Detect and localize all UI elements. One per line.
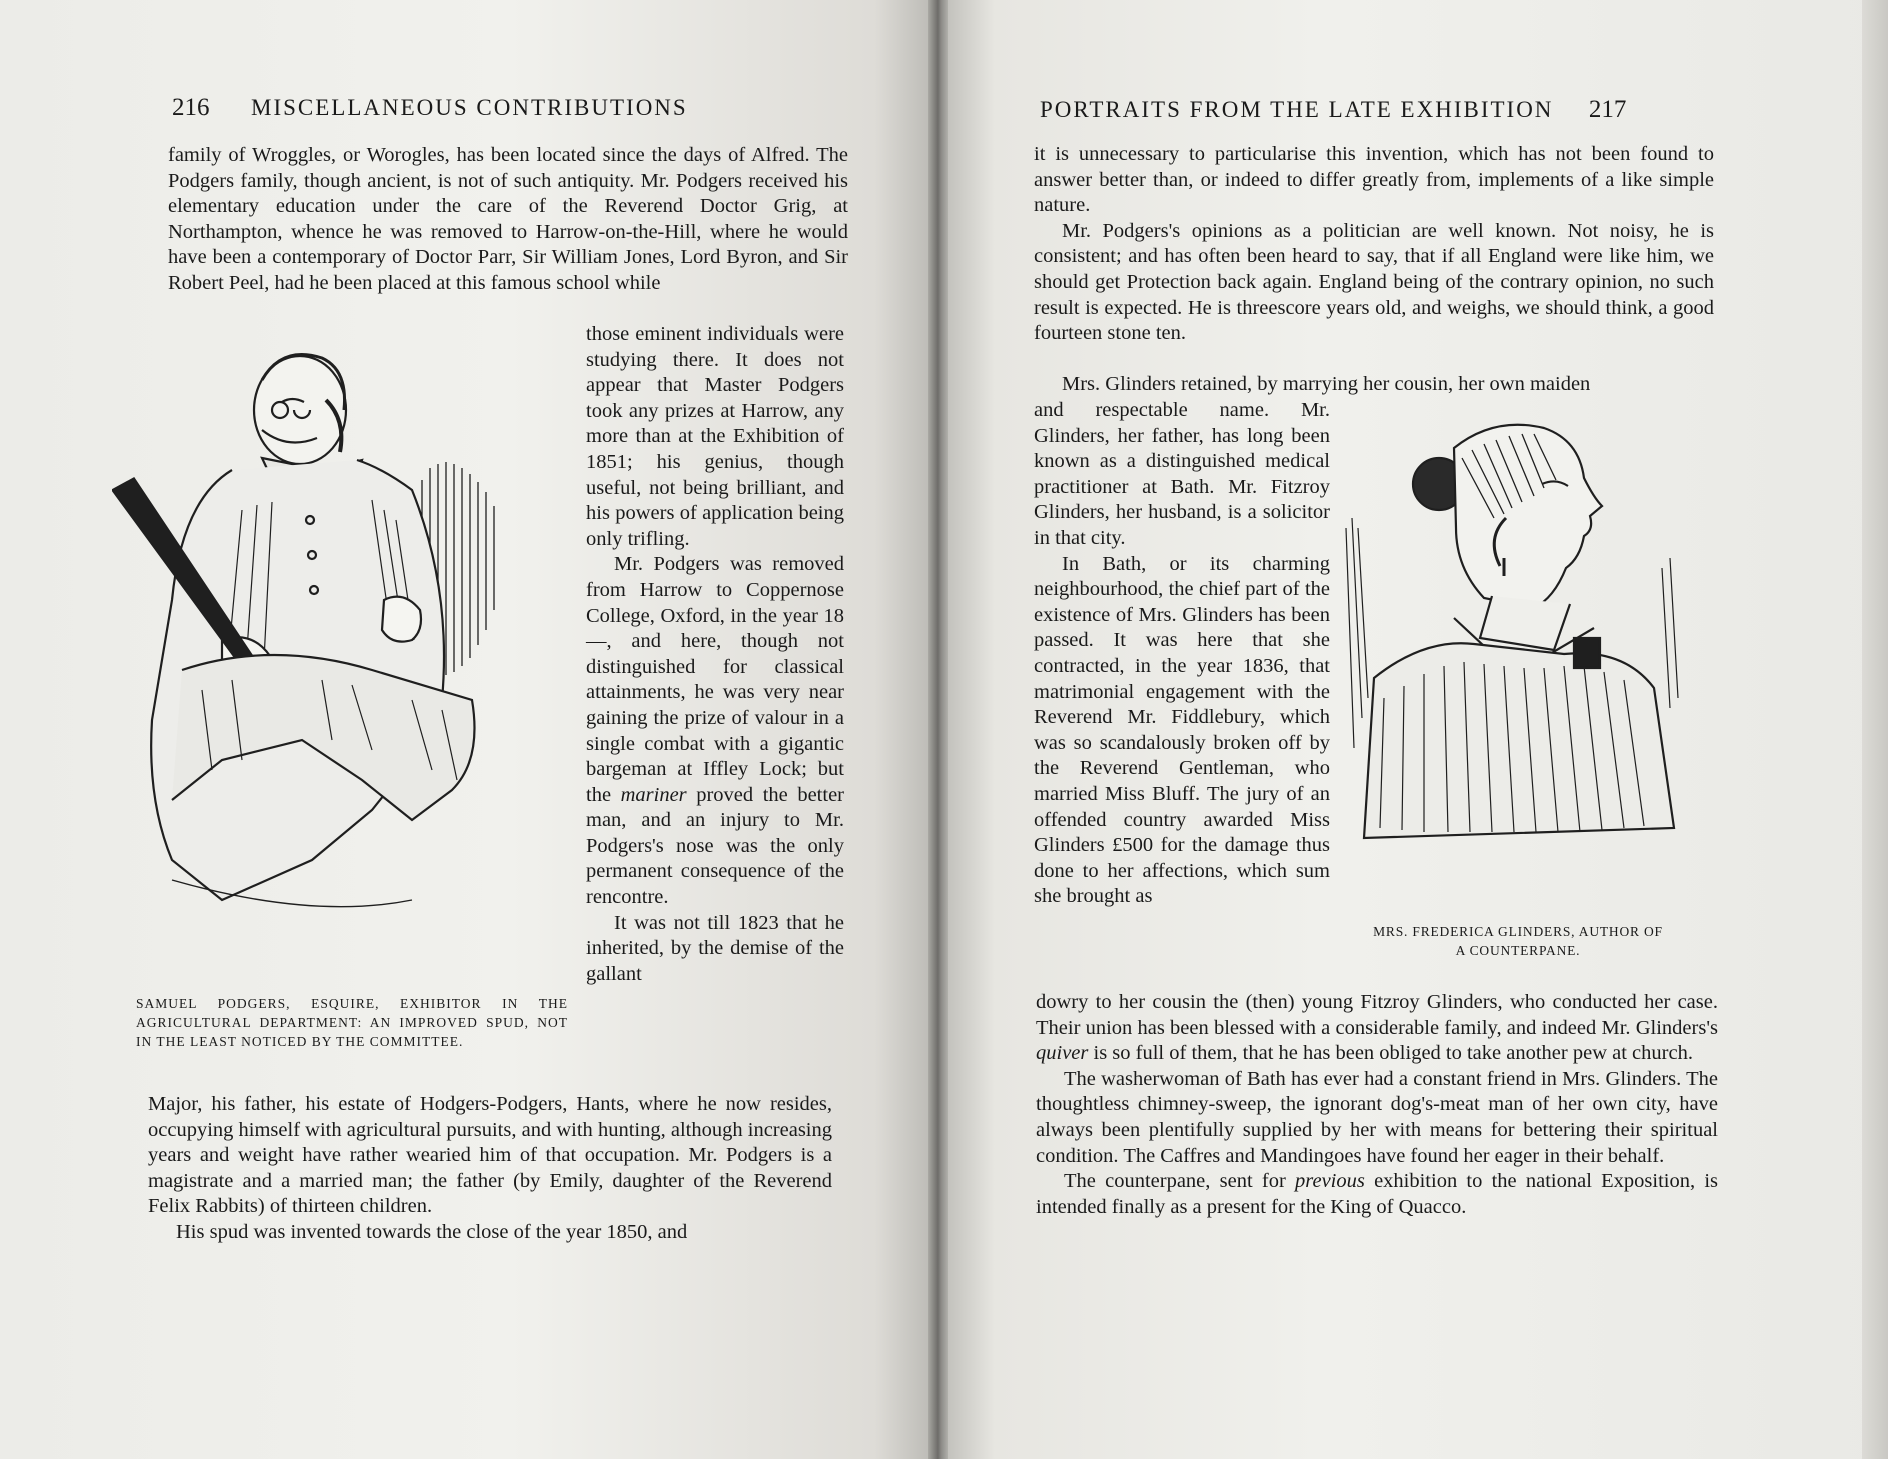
right-bottom-p3-italic: previous (1295, 1170, 1365, 1193)
right-top-paragraph-2: Mr. Podgers's opinions as a politician are well known. Not noisy, he is consistent; and has often been heard to say, that if all England were like him, we should get Protection back again. England being of the contrary opinion, no such result is expected. He is threescore years old, and weighs, we should think, a good fourteen stone ten. (1034, 219, 1714, 345)
right-edge-strip (1862, 0, 1888, 1459)
right-top-text (1034, 142, 1714, 347)
left-bottom-text (148, 1092, 832, 1246)
right-bottom-paragraph-3 (1036, 1169, 1718, 1220)
right-bottom-p3-text-b: exhibition to the national Exposition, is intended finally as a present for the King of Quacco. (1036, 1170, 1718, 1218)
right-column-text (1034, 398, 1330, 910)
right-bottom-text (1036, 990, 1718, 1220)
left-illustration-caption: SAMUEL PODGERS, ESQUIRE, EXHIBITOR IN THE AGRICULTURAL DEPARTMENT: AN IMPROVED SPUD, NOT IN THE LEAST NOTICED BY THE COMMITTEE. (136, 996, 568, 1049)
left-column-text (586, 322, 844, 987)
right-caption-line-2: A COUNTERPANE. (1455, 943, 1581, 958)
right-mid-line (1034, 372, 1714, 398)
right-bottom-paragraph-1 (1036, 990, 1718, 1067)
right-top-paragraph-1: it is unnecessary to particularise this invention, which has not been found to answer better than, or indeed to differ greatly from, implements of a like simple nature. (1034, 143, 1714, 217)
right-page (948, 0, 1888, 1459)
left-top-paragraph: family of Wroggles, or Worogles, has been located since the days of Alfred. The Podgers family, though ancient, is not of such antiquity. Mr. Podgers received his elementary education under the care of the Reverend Doctor Grig, at Northampton, whence he was removed to Harrow-on-the-Hill, where he would have been a contemporary of Doctor Parr, Sir William Jones, Lord Byron, and Sir Robert Peel, had he been placed at this famous school while (168, 144, 848, 294)
right-caption-line-1: MRS. FREDERICA GLINDERS, AUTHOR OF (1373, 924, 1663, 939)
podgers-illustration (112, 340, 572, 980)
left-page-number: 216 (172, 94, 210, 121)
left-col-p2-text-b: proved the better man, and an injury to Mr. Podgers's nose was the only permanent consequence of the rencontre. (586, 783, 844, 909)
right-mid-paragraph: Mrs. Glinders retained, by marrying her cousin, her own maiden (1062, 373, 1591, 395)
right-bottom-p1-text-a: dowry to her cousin the (then) young Fitzroy Glinders, who conducted her case. Their union has been blessed with a considerable family, and indeed Mr. Glinders's (1036, 991, 1718, 1039)
right-column-paragraph-2: In Bath, or its charming neighbourhood, the chief part of the existence of Mrs. Glinders has been passed. It was here that she contracted, in the year 1836, that matrimonial engagement with the Reverend Mr. Fiddlebury, which was so scandalously broken off by the Reverend Gentleman, who married Miss Bluff. The jury of an offended country awarded Miss Glinders £500 for the damage thus done to her affections, which sum she brought as (1034, 552, 1330, 908)
right-bottom-p1-italic: quiver (1036, 1042, 1089, 1065)
glinders-illustration (1344, 418, 1684, 888)
left-running-title: MISCELLANEOUS CONTRIBUTIONS (251, 95, 688, 120)
right-illustration-caption (1358, 922, 1678, 960)
left-column-paragraph-1: those eminent individuals were studying there. It does not appear that Master Podgers took any prizes at Harrow, any more than at the Exhibition of 1851; his genius, though useful, not being brilliant, and his powers of application being only trifling. (586, 323, 844, 550)
left-last-paragraph: His spud was invented towards the close of the year 1850, and (176, 1220, 688, 1243)
left-running-head (172, 94, 688, 122)
right-column-paragraph-1: and respectable name. Mr. Glinders, her father, has long been known as a distinguished medical practitioner at Bath. Mr. Fitzroy Glinders, her husband, is a solicitor in that city. (1034, 399, 1330, 549)
right-page-number: 217 (1588, 96, 1627, 123)
left-top-text (168, 143, 848, 297)
left-col-p2-italic: mariner (620, 783, 687, 806)
right-bottom-paragraph-2: The washerwoman of Bath has ever had a constant friend in Mrs. Glinders. The thoughtless chimney-sweep, the ignorant dog's-meat man of her own city, have always been plentifully supplied by her with means for bettering their spiritual condition. The Caffres and Mandingoes have found her eager in their behalf. (1036, 1067, 1718, 1167)
left-col-p2-text-a: Mr. Podgers was removed from Harrow to Coppernose College, Oxford, in the year 18—, and here, though not distinguished for classical attainments, he was very near gaining the prize of valour in a single combat with a gigantic bargeman at Iffley Lock; but the (586, 553, 844, 806)
left-column-paragraph-2 (586, 552, 844, 910)
right-running-head (1040, 96, 1626, 124)
right-running-title: PORTRAITS FROM THE LATE EXHIBITION (1040, 97, 1554, 122)
right-bottom-p3-text-a: The counterpane, sent for (1064, 1170, 1295, 1193)
left-column-paragraph-3: It was not till 1823 that he inherited, by the demise of the gallant (586, 911, 844, 985)
left-page (0, 0, 930, 1459)
right-bottom-p1-text-b: is so full of them, that he has been obliged to take another pew at church. (1088, 1042, 1693, 1065)
book-gutter (928, 0, 950, 1459)
left-bottom-paragraph: Major, his father, his estate of Hodgers-Podgers, Hants, where he now resides, occupying himself with agricultural pursuits, and with hunting, although increasing years and weight have rather wearied him of that occupation. Mr. Podgers is a magistrate and a married man; the father (by Emily, daughter of the Reverend Felix Rabbits) of thirteen children. (148, 1093, 832, 1218)
